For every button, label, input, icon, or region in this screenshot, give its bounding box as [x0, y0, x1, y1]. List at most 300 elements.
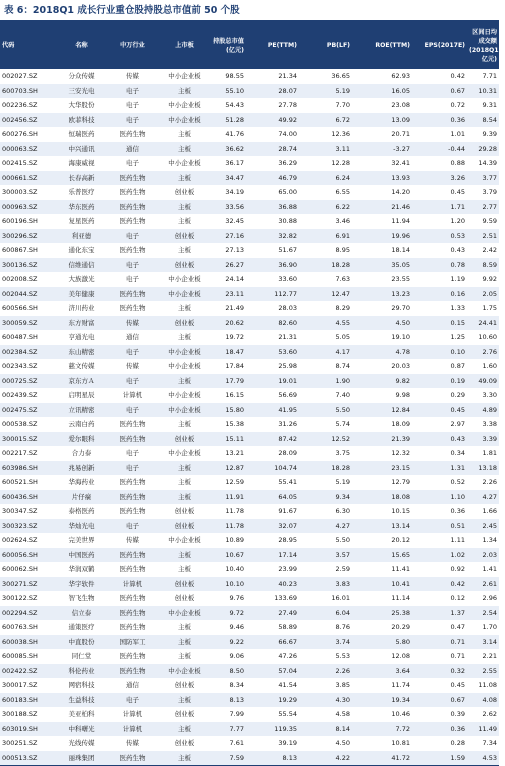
eps-2017e-cell: 0.71: [450, 652, 465, 660]
market-value-cell: 10.67: [210, 548, 246, 563]
market-value-cell: 18.47: [210, 345, 246, 360]
stock-name-cell: 云南白药: [68, 420, 95, 428]
stock-name-cell: 信立泰: [57, 606, 106, 621]
pe-ttm-cell: 19.29: [246, 693, 299, 708]
industry-cell: 医药生物: [119, 478, 146, 486]
avg-turnover-cell: 1.70: [482, 623, 497, 631]
market-value-cell: 7.77: [210, 722, 246, 737]
industry-cell: 医药生物: [119, 188, 146, 196]
pe-ttm-cell: 33.60: [278, 275, 297, 283]
col-header-market-value: 持股总市值(亿元): [210, 22, 246, 69]
avg-turnover-cell: 7.34: [482, 739, 497, 747]
pe-ttm-cell: 36.90: [246, 258, 299, 273]
table-row: [0, 359, 499, 374]
avg-turnover-cell: 2.51: [467, 229, 499, 244]
listing-board-cell: 主板: [159, 200, 210, 215]
stock-code-cell: 600521.SH: [2, 478, 38, 486]
avg-turnover-cell: 11.49: [467, 722, 499, 737]
pe-ttm-cell: 28.95: [278, 536, 297, 544]
pb-lf-cell: 18.28: [299, 258, 352, 273]
stock-code-cell: 600038.SH: [0, 635, 57, 650]
listing-board-cell: 主板: [159, 461, 210, 476]
stock-code-cell: 002044.SZ: [0, 287, 57, 302]
avg-turnover-cell: 2.21: [482, 652, 497, 660]
table-row: [0, 200, 499, 215]
stock-name-cell: 合力泰: [71, 449, 92, 457]
industry-cell: 电子: [106, 374, 159, 389]
eps-2017e-cell: 1.59: [412, 751, 467, 766]
eps-2017e-cell: 1.33: [450, 304, 465, 312]
industry-cell: 电子: [106, 519, 159, 534]
roe-ttm-cell: 20.71: [391, 130, 410, 138]
pb-lf-cell: 7.63: [335, 275, 350, 283]
stock-code-cell: 300136.SZ: [0, 258, 57, 273]
pe-ttm-cell: 36.29: [278, 159, 297, 167]
industry-cell: 传媒: [126, 72, 139, 80]
avg-turnover-cell: 2.54: [467, 606, 499, 621]
stock-name-cell: 爱尔眼科: [57, 432, 106, 447]
market-value-cell: 8.50: [210, 664, 246, 679]
avg-turnover-cell: 4.89: [467, 403, 499, 418]
table-row: [0, 287, 499, 302]
stock-name-cell: 京东方Ａ: [57, 374, 106, 389]
listing-board-cell: 中小企业板: [159, 345, 210, 360]
roe-ttm-cell: 11.74: [391, 681, 410, 689]
roe-ttm-cell: 12.84: [352, 403, 412, 418]
eps-2017e-cell: 0.43: [450, 246, 465, 254]
industry-cell: 通信: [106, 142, 159, 157]
industry-cell: 电子: [126, 275, 139, 283]
eps-2017e-cell: 0.29: [450, 391, 465, 399]
avg-turnover-cell: 3.38: [482, 420, 497, 428]
col-header-roe: ROE(TTM): [352, 22, 412, 69]
stock-code-cell: 300015.SZ: [0, 432, 57, 447]
stock-name-cell: 东方财富: [57, 316, 106, 331]
roe-ttm-cell: 25.38: [352, 606, 412, 621]
pe-ttm-cell: 57.04: [246, 664, 299, 679]
avg-turnover-cell: 4.27: [467, 490, 499, 505]
stock-code-cell: 002384.SZ: [0, 345, 57, 360]
stock-code-cell: 000661.SZ: [0, 171, 57, 186]
roe-ttm-cell: 18.09: [391, 420, 410, 428]
stock-code-cell: 600056.SH: [0, 548, 57, 563]
stock-name-cell: 通化东宝: [68, 246, 95, 254]
stock-code-cell: 300323.SZ: [0, 519, 57, 534]
listing-board-cell: 中小企业板: [159, 664, 210, 679]
listing-board-cell: 创业板: [159, 258, 210, 273]
market-value-cell: 98.55: [225, 72, 244, 80]
listing-board-cell: 主板: [178, 652, 191, 660]
pb-lf-cell: 5.50: [299, 403, 352, 418]
pe-ttm-cell: 31.26: [278, 420, 297, 428]
industry-cell: 医药生物: [119, 507, 146, 515]
col-header-turnover: 区间日均成交额(2018Q1，亿元): [467, 22, 499, 69]
industry-cell: 计算机: [106, 577, 159, 592]
pe-ttm-cell: 27.78: [278, 101, 297, 109]
roe-ttm-cell: 41.72: [352, 751, 412, 766]
avg-turnover-cell: 3.79: [482, 188, 497, 196]
pb-lf-cell: 2.59: [335, 565, 350, 573]
stock-name-cell: 通策医疗: [68, 623, 95, 631]
stock-code-cell: 002475.SZ: [0, 403, 57, 418]
roe-ttm-cell: 16.05: [352, 84, 412, 99]
stock-name-cell: 华东医药: [57, 200, 106, 215]
market-value-cell: 55.10: [210, 84, 246, 99]
market-value-cell: 15.38: [225, 420, 244, 428]
industry-cell: 通信: [126, 681, 139, 689]
pb-lf-cell: 4.55: [299, 316, 352, 331]
roe-ttm-cell: 10.46: [391, 710, 410, 718]
avg-turnover-cell: 4.08: [467, 693, 499, 708]
pb-lf-cell: 6.04: [299, 606, 352, 621]
pe-ttm-cell: 64.05: [246, 490, 299, 505]
market-value-cell: 7.61: [229, 739, 244, 747]
roe-ttm-cell: 13.09: [352, 113, 412, 128]
avg-turnover-cell: 2.03: [467, 548, 499, 563]
roe-ttm-cell: 21.46: [352, 200, 412, 215]
pe-ttm-cell: 41.95: [246, 403, 299, 418]
roe-ttm-cell: 23.08: [391, 101, 410, 109]
table-row: [0, 519, 499, 534]
industry-cell: 电子: [126, 159, 139, 167]
pb-lf-cell: 12.28: [331, 159, 350, 167]
roe-ttm-cell: 10.41: [352, 577, 412, 592]
listing-board-cell: 主板: [178, 565, 191, 573]
pb-lf-cell: 4.27: [299, 519, 352, 534]
table-row: [0, 562, 499, 577]
stock-name-cell: 启明星辰: [68, 391, 95, 399]
pe-ttm-cell: 28.09: [278, 449, 297, 457]
industry-cell: 电子: [106, 84, 159, 99]
table-row: [0, 388, 499, 403]
col-header-eps: EPS(2017E): [412, 22, 467, 69]
avg-turnover-cell: 1.41: [482, 565, 497, 573]
industry-cell: 医药生物: [119, 420, 146, 428]
eps-2017e-cell: 0.67: [412, 693, 467, 708]
avg-turnover-cell: 10.31: [467, 84, 499, 99]
roe-ttm-cell: 20.29: [391, 623, 410, 631]
listing-board-cell: 主板: [178, 623, 191, 631]
pb-lf-cell: 4.22: [299, 751, 352, 766]
table-row: [0, 403, 499, 418]
stock-name-cell: 同仁堂: [71, 652, 92, 660]
pe-ttm-cell: 39.19: [278, 739, 297, 747]
eps-2017e-cell: 3.26: [412, 171, 467, 186]
roe-ttm-cell: 23.55: [391, 275, 410, 283]
market-value-cell: 10.10: [210, 577, 246, 592]
pb-lf-cell: 1.90: [299, 374, 352, 389]
market-value-cell: 54.43: [225, 101, 244, 109]
stock-code-cell: 600183.SH: [0, 693, 57, 708]
pe-ttm-cell: 65.00: [278, 188, 297, 196]
stock-name-cell: 片仔癀: [57, 490, 106, 505]
stock-code-cell: 300188.SZ: [2, 710, 38, 718]
pb-lf-cell: 3.85: [335, 681, 350, 689]
stock-code-cell: 600085.SH: [2, 652, 38, 660]
table-row: [0, 69, 499, 84]
pb-lf-cell: 7.70: [335, 101, 350, 109]
stock-code-cell: 000538.SZ: [2, 420, 38, 428]
industry-cell: 医药生物: [119, 217, 146, 225]
pe-ttm-cell: 40.23: [246, 577, 299, 592]
table-row: [0, 635, 499, 650]
table-row: [0, 98, 499, 113]
listing-board-cell: 主板: [159, 751, 210, 766]
table-row: [0, 417, 499, 432]
eps-2017e-cell: 0.15: [412, 316, 467, 331]
roe-ttm-cell: 35.05: [352, 258, 412, 273]
industry-cell: 电子: [106, 693, 159, 708]
avg-turnover-cell: 1.66: [482, 507, 497, 515]
avg-turnover-cell: 3.77: [467, 171, 499, 186]
stock-name-cell: 中兴通讯: [57, 142, 106, 157]
stock-code-cell: 002008.SZ: [2, 275, 38, 283]
pb-lf-cell: 4.17: [299, 345, 352, 360]
table-row: [0, 243, 499, 258]
eps-2017e-cell: 1.31: [412, 461, 467, 476]
table-row: [0, 533, 499, 548]
eps-2017e-cell: 0.72: [450, 101, 465, 109]
listing-board-cell: 主板: [178, 333, 191, 341]
roe-ttm-cell: 5.80: [352, 635, 412, 650]
avg-turnover-cell: 13.18: [467, 461, 499, 476]
listing-board-cell: 主板: [159, 490, 210, 505]
avg-turnover-cell: 29.28: [467, 142, 499, 157]
listing-board-cell: 主板: [159, 84, 210, 99]
stock-name-cell: 华润双鹤: [68, 565, 95, 573]
stock-name-cell: 华宇软件: [57, 577, 106, 592]
table-row: [0, 113, 499, 128]
col-header-name: 名称: [57, 22, 106, 69]
pe-ttm-cell: 119.35: [246, 722, 299, 737]
market-value-cell: 8.34: [229, 681, 244, 689]
table-row: [0, 214, 499, 229]
eps-2017e-cell: 0.16: [412, 287, 467, 302]
stock-code-cell: 002294.SZ: [0, 606, 57, 621]
roe-ttm-cell: 13.23: [352, 287, 412, 302]
industry-cell: 传媒: [126, 739, 139, 747]
stock-code-cell: 000513.SZ: [0, 751, 57, 766]
pb-lf-cell: 5.05: [335, 333, 350, 341]
industry-cell: 计算机: [122, 710, 143, 718]
avg-turnover-cell: 10.60: [478, 333, 497, 341]
market-value-cell: 9.76: [229, 594, 244, 602]
table-row: [0, 374, 499, 389]
industry-cell: 电子: [106, 403, 159, 418]
pe-ttm-cell: 8.13: [246, 751, 299, 766]
industry-cell: 医药生物: [119, 623, 146, 631]
stock-code-cell: 002027.SZ: [2, 72, 38, 80]
table-row: [0, 301, 499, 316]
listing-board-cell: 主板: [159, 548, 210, 563]
table-row: [0, 693, 499, 708]
pe-ttm-cell: 25.98: [278, 362, 297, 370]
col-header-industry: 中万行业: [106, 22, 159, 69]
market-value-cell: 32.45: [225, 217, 244, 225]
industry-cell: 电子: [106, 258, 159, 273]
pe-ttm-cell: 19.01: [246, 374, 299, 389]
avg-turnover-cell: 1.81: [482, 449, 497, 457]
eps-2017e-cell: 1.37: [412, 606, 467, 621]
market-value-cell: 51.28: [210, 113, 246, 128]
pe-ttm-cell: 51.67: [278, 246, 297, 254]
stock-code-cell: 300017.SZ: [2, 681, 38, 689]
roe-ttm-cell: 12.79: [391, 478, 410, 486]
table-row: [0, 432, 499, 447]
industry-cell: 传媒: [126, 362, 139, 370]
stock-code-cell: 603019.SH: [0, 722, 57, 737]
listing-board-cell: 创业板: [174, 739, 195, 747]
avg-turnover-cell: 1.34: [482, 536, 497, 544]
avg-turnover-cell: 4.53: [467, 751, 499, 766]
roe-ttm-cell: 12.08: [391, 652, 410, 660]
listing-board-cell: 创业板: [174, 594, 195, 602]
stock-name-cell: 美年健康: [57, 287, 106, 302]
listing-board-cell: 创业板: [159, 316, 210, 331]
stock-name-cell: 立讯精密: [57, 403, 106, 418]
pb-lf-cell: 8.14: [299, 722, 352, 737]
eps-2017e-cell: 0.28: [450, 739, 465, 747]
market-value-cell: 34.47: [210, 171, 246, 186]
stock-code-cell: 300296.SZ: [0, 229, 57, 244]
stock-code-cell: 600487.SH: [2, 333, 38, 341]
pb-lf-cell: 3.46: [335, 217, 350, 225]
table-row: [0, 606, 499, 621]
table-row: [0, 156, 499, 171]
pb-lf-cell: 5.19: [299, 84, 352, 99]
roe-ttm-cell: 23.15: [352, 461, 412, 476]
pe-ttm-cell: 17.14: [246, 548, 299, 563]
market-value-cell: 24.14: [225, 275, 244, 283]
roe-ttm-cell: 9.82: [352, 374, 412, 389]
roe-ttm-cell: 11.94: [391, 217, 410, 225]
col-header-pb: PB(LF): [299, 22, 352, 69]
listing-board-cell: 中小企业板: [159, 606, 210, 621]
table-row: [0, 736, 499, 751]
market-value-cell: 36.17: [225, 159, 244, 167]
pe-ttm-cell: 82.60: [246, 316, 299, 331]
market-value-cell: 17.79: [210, 374, 246, 389]
table-row: [0, 185, 499, 200]
pb-lf-cell: 3.57: [299, 548, 352, 563]
avg-turnover-cell: 9.39: [482, 130, 497, 138]
market-value-cell: 26.27: [210, 258, 246, 273]
table-row: [0, 751, 499, 766]
eps-2017e-cell: 1.02: [412, 548, 467, 563]
stock-name-cell: 慈文传媒: [68, 362, 95, 370]
listing-board-cell: 主板: [178, 246, 191, 254]
stock-name-cell: 复星医药: [68, 217, 95, 225]
listing-board-cell: 创业板: [174, 188, 195, 196]
stock-name-cell: 长春高新: [57, 171, 106, 186]
eps-2017e-cell: 1.71: [412, 200, 467, 215]
eps-2017e-cell: 1.20: [450, 217, 465, 225]
stock-code-cell: 600436.SH: [0, 490, 57, 505]
listing-board-cell: 中小企业板: [159, 287, 210, 302]
stock-code-cell: 002439.SZ: [2, 391, 38, 399]
roe-ttm-cell: 20.03: [391, 362, 410, 370]
avg-turnover-cell: 9.92: [482, 275, 497, 283]
pb-lf-cell: 7.40: [335, 391, 350, 399]
pb-lf-cell: 6.55: [335, 188, 350, 196]
listing-board-cell: 中小企业板: [168, 536, 201, 544]
table-row: [0, 620, 499, 635]
pe-ttm-cell: 28.03: [278, 304, 297, 312]
eps-2017e-cell: 0.78: [412, 258, 467, 273]
roe-ttm-cell: 14.20: [391, 188, 410, 196]
holdings-table: [0, 22, 505, 765]
stock-name-cell: 美亚柏科: [68, 710, 95, 718]
industry-cell: 医药生物: [106, 200, 159, 215]
roe-ttm-cell: 11.14: [391, 594, 410, 602]
table-row: [0, 272, 499, 287]
pb-lf-cell: 12.36: [331, 130, 350, 138]
stock-name-cell: 中科曙光: [57, 722, 106, 737]
market-value-cell: 20.62: [210, 316, 246, 331]
pe-ttm-cell: 36.88: [246, 200, 299, 215]
stock-code-cell: 600763.SH: [2, 623, 38, 631]
col-header-pe: PE(TTM): [246, 22, 299, 69]
pb-lf-cell: 18.28: [299, 461, 352, 476]
market-value-cell: 12.59: [225, 478, 244, 486]
stock-code-cell: 300059.SZ: [0, 316, 57, 331]
industry-cell: 电子: [106, 461, 159, 476]
stock-name-cell: 华灿光电: [57, 519, 106, 534]
roe-ttm-cell: 62.93: [391, 72, 410, 80]
avg-turnover-cell: 9.59: [482, 217, 497, 225]
listing-board-cell: 中小企业板: [168, 449, 201, 457]
market-value-cell: 33.56: [210, 200, 246, 215]
stock-name-cell: 利亚德: [57, 229, 106, 244]
eps-2017e-cell: 0.10: [412, 345, 467, 360]
pb-lf-cell: 8.74: [335, 362, 350, 370]
listing-board-cell: 创业板: [174, 507, 195, 515]
market-value-cell: 17.84: [225, 362, 244, 370]
market-value-cell: 7.59: [210, 751, 246, 766]
eps-2017e-cell: 0.19: [412, 374, 467, 389]
listing-board-cell: 创业板: [159, 229, 210, 244]
pe-ttm-cell: 74.00: [278, 130, 297, 138]
avg-turnover-cell: 2.05: [467, 287, 499, 302]
table-row: [0, 490, 499, 505]
market-value-cell: 8.13: [210, 693, 246, 708]
stock-code-cell: 600196.SH: [2, 217, 38, 225]
listing-board-cell: 中小企业板: [159, 403, 210, 418]
pb-lf-cell: 6.72: [299, 113, 352, 128]
listing-board-cell: 中小企业板: [168, 72, 201, 80]
pe-ttm-cell: 91.67: [278, 507, 297, 515]
pb-lf-cell: 4.50: [335, 739, 350, 747]
pe-ttm-cell: 32.07: [246, 519, 299, 534]
table-title: 表 6：2018Q1 成长行业重仓股持股总市值前 50 个股: [4, 5, 240, 16]
pe-ttm-cell: 27.49: [246, 606, 299, 621]
pe-ttm-cell: 41.54: [278, 681, 297, 689]
pe-ttm-cell: 28.07: [246, 84, 299, 99]
listing-board-cell: 主板: [159, 693, 210, 708]
pb-lf-cell: 3.75: [335, 449, 350, 457]
pb-lf-cell: 4.30: [299, 693, 352, 708]
industry-cell: 电子: [106, 113, 159, 128]
eps-2017e-cell: 0.34: [450, 449, 465, 457]
listing-board-cell: 中小企业板: [168, 159, 201, 167]
roe-ttm-cell: 32.41: [391, 159, 410, 167]
eps-2017e-cell: 0.88: [450, 159, 465, 167]
eps-2017e-cell: 0.36: [412, 722, 467, 737]
listing-board-cell: 创业板: [159, 577, 210, 592]
market-value-cell: 15.11: [210, 432, 246, 447]
pe-ttm-cell: 133.69: [274, 594, 297, 602]
eps-2017e-cell: 0.42: [412, 577, 467, 592]
